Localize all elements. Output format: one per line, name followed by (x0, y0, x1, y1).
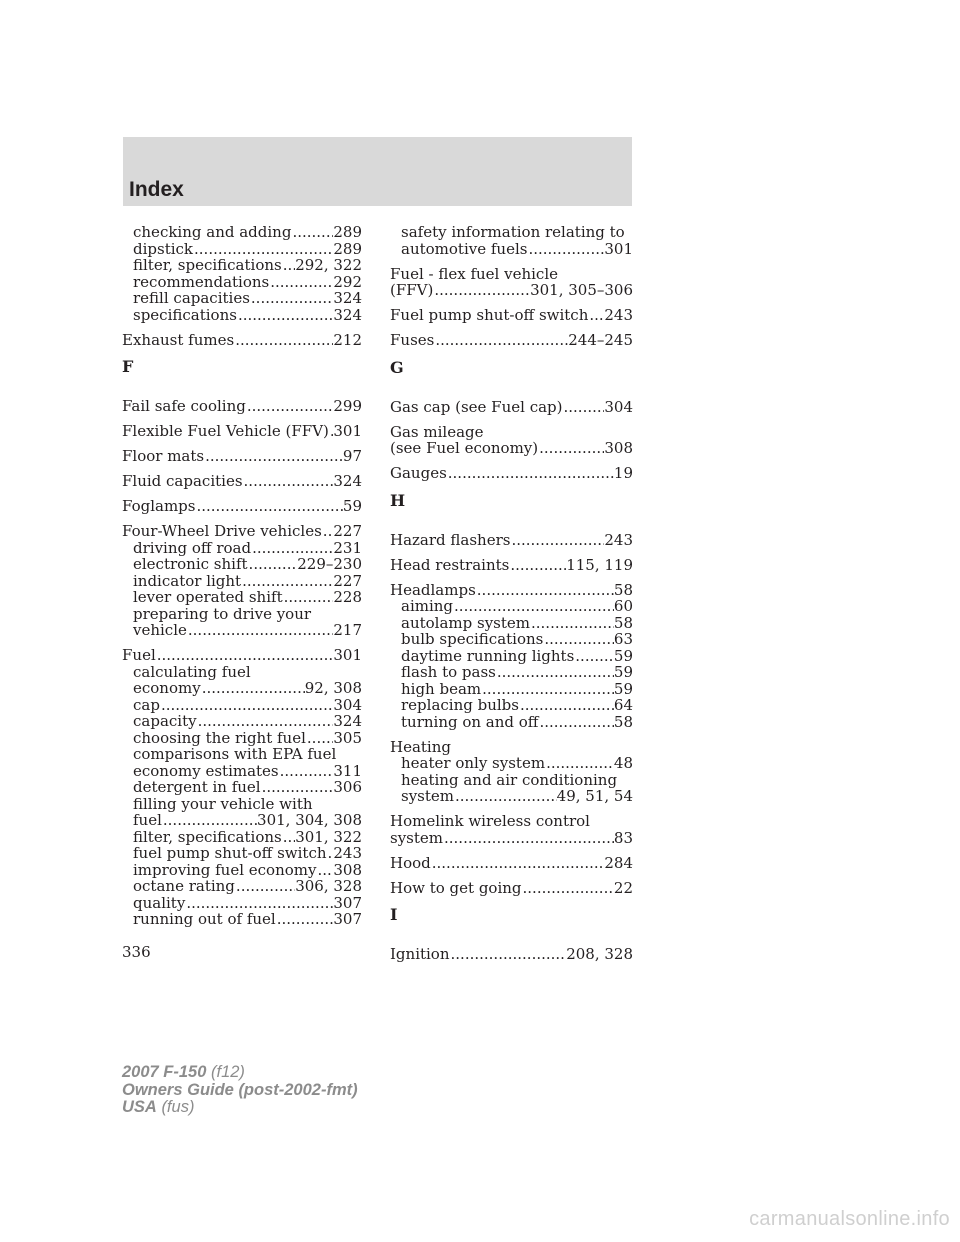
index-header-band (123, 137, 632, 206)
page-title: Index (129, 178, 184, 201)
index-entry-headlamps: Headlamps ..... 58 aiming ..... 60 autolamp system ..... 58 bulb specifications ..... 63 daytime running lights ..... 59 flash to pass ..... 59 high beam ..... 59 replacing bulbs ..... 64 turning on and off ..... 58 (390, 582, 633, 731)
index-entry-fluid-capacities: Fluid capacities ..... 324 (122, 473, 362, 490)
index-entry-how-to-get-going: How to get going ..... 22 (390, 880, 633, 897)
index-entry-hazard: Hazard flashers ..... 243 (390, 532, 633, 549)
footer-model-code: (f12) (211, 1063, 245, 1081)
index-entry-hood: Hood ..... 284 (390, 855, 633, 872)
index-entry-fuel-pump: Fuel pump shut-off switch ..... 243 (390, 307, 633, 324)
document-footer (122, 1064, 358, 1117)
index-entry-exhaust-subs: checking and adding ..... 289 dipstick ..... 289 filter, specifications ..... 292, 322 recommendations ..... 292 refill capacities ..... 324 specifications ..... 324 (122, 224, 362, 323)
section-letter-g: G (390, 357, 404, 377)
index-entry-ignition: Ignition ..... 208, 328 (390, 946, 633, 963)
index-column-right (390, 224, 633, 971)
watermark-text: carmanualsonline.info (749, 1208, 950, 1230)
index-entry-fuel: Fuel ..... 301 calculating fuel economy ..... 92, 308 cap ..... 304 capacity ..... 324 choosing the right fuel ..... 305 comparisons with EPA fuel economy estimates ..... 311 detergent in fuel ..... 306 filling your vehicle with fuel ..... 301, 304, 308 filter, specifications ..... 301, 322 fuel pump shut-off switch ..... 243 improving fuel economy ..... 308 octane rating ..... 306, 328 quality ..... 307 running out of fuel ..... 307 (122, 647, 362, 928)
footer-guide: Owners Guide (post-2002-fmt) (122, 1080, 358, 1099)
index-entry-flex-fuel: Fuel - flex fuel vehicle (FFV) ..... 301, 305–306 (390, 266, 633, 299)
section-letter-h: H (390, 490, 406, 510)
index-entry-fuses: Fuses ..... 244–245 (390, 332, 633, 349)
footer-market-code: (fus) (161, 1098, 195, 1116)
index-entry-gas-cap: Gas cap (see Fuel cap) ..... 304 (390, 399, 633, 416)
index-entry-gas-mileage: Gas mileage (see Fuel economy) ..... 308 (390, 424, 633, 457)
footer-model: 2007 F-150 (122, 1063, 207, 1081)
index-entry-exhaust-fumes: Exhaust fumes ..... 212 (122, 332, 362, 349)
index-entry-gauges: Gauges ..... 19 (390, 465, 633, 482)
page-number: 336 (122, 943, 151, 961)
index-entry-ffv: Flexible Fuel Vehicle (FFV) ..... 301 (122, 423, 362, 440)
index-entry-heating: Heating heater only system ..... 48 heating and air conditioning system ..... 49, 51, 54 (390, 739, 633, 805)
index-entry-homelink: Homelink wireless control system ..... 83 (390, 813, 633, 846)
index-entry-fail-safe: Fail safe cooling ..... 299 (122, 398, 362, 415)
index-entry-fuel-safety: safety information relating to automotive fuels ..... 301 (390, 224, 633, 257)
footer-market: USA (122, 1098, 157, 1116)
index-entry-four-wheel-drive: Four-Wheel Drive vehicles ..... 227 driving off road ..... 231 electronic shift ..... 229–230 indicator light ..... 227 lever operated shift ..... 228 preparing to drive your vehicle ..... 217 (122, 523, 362, 639)
index-entry-floor-mats: Floor mats ..... 97 (122, 448, 362, 465)
index-column-left (122, 224, 362, 936)
index-entry-head-restraints: Head restraints ..... 115, 119 (390, 557, 633, 574)
index-entry-foglamps: Foglamps ..... 59 (122, 498, 362, 515)
section-letter-f: F (122, 357, 134, 376)
section-letter-i: I (390, 905, 398, 924)
